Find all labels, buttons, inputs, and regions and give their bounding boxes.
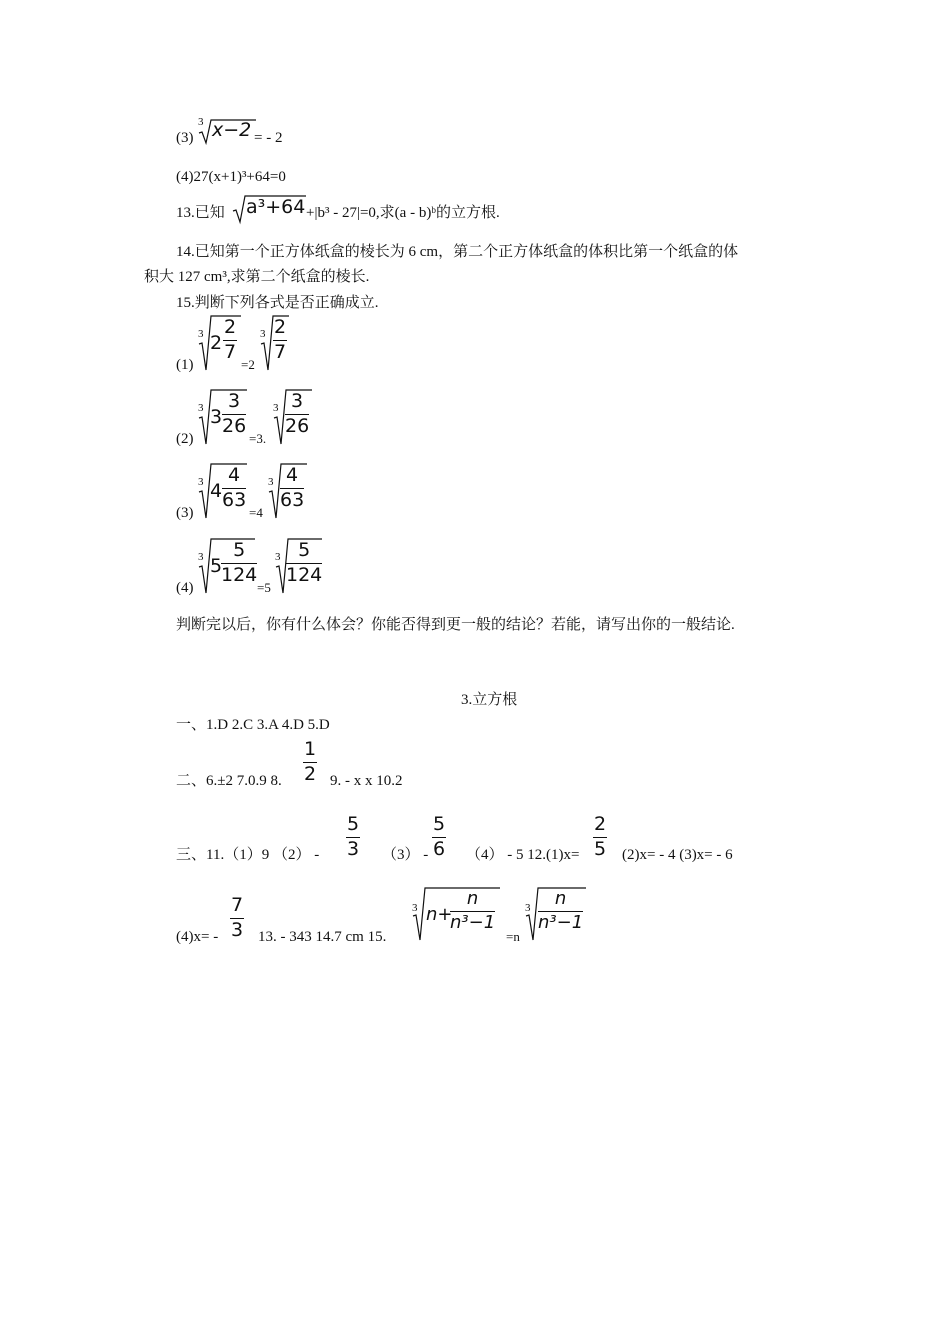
radical-index: 3 <box>198 551 204 563</box>
answers-title: 3.立方根 <box>461 692 518 708</box>
denominator: 2 <box>304 762 317 785</box>
radical-index: 3 <box>268 476 274 488</box>
item-label: (3) <box>176 505 194 521</box>
fraction <box>222 466 246 511</box>
mixed-whole: 4 <box>210 480 223 502</box>
numerator: 3 <box>222 392 246 415</box>
part2-a: 二、6.±2 7.0.9 8. <box>176 773 282 789</box>
item-label: (1) <box>176 357 194 373</box>
numerator: 5 <box>286 541 322 564</box>
line4-a: (4)x= - <box>176 929 219 945</box>
fraction <box>285 392 309 437</box>
q13-radicand: a³+64 <box>246 196 306 218</box>
radical-index: 3 <box>412 902 418 914</box>
fraction <box>280 466 304 511</box>
denominator: 124 <box>221 563 258 586</box>
denominator: 7 <box>224 340 237 363</box>
q15-closing: 判断完以后，你有什么体会？你能否得到更一般的结论？若能，请写出你的一般结论. <box>176 617 735 633</box>
denominator: 3 <box>231 918 244 941</box>
numerator: 2 <box>593 815 607 838</box>
answers-line4 <box>176 884 616 944</box>
answers-part1: 一、1.D 2.C 3.A 4.D 5.D <box>176 717 330 733</box>
numerator: 2 <box>223 318 237 341</box>
eq-coeff: =5 <box>257 580 271 595</box>
q15-item-3 <box>176 462 376 522</box>
fraction <box>286 541 322 586</box>
numerator: 2 <box>273 318 287 341</box>
denominator: 63 <box>280 488 305 511</box>
fraction <box>593 815 607 860</box>
eq-coeff: =4 <box>249 505 263 520</box>
fraction <box>222 392 246 437</box>
q14-line2: 积大 127 cm³,求第二个纸盒的棱长. <box>144 269 370 285</box>
part3-c: （4） - 5 12.(1)x= <box>466 847 580 863</box>
numerator: 7 <box>230 896 244 919</box>
denominator: 6 <box>433 837 446 860</box>
q13-rest: +|b³ - 27|=0,求(a - b)ᵇ的立方根. <box>306 205 500 221</box>
fraction <box>346 815 360 860</box>
item-label: (2) <box>176 431 194 447</box>
denominator: 124 <box>286 563 323 586</box>
denominator: 63 <box>222 488 247 511</box>
q15-item-1 <box>176 314 376 374</box>
part3-a: 三、11.（1）9 （2） - <box>176 847 320 863</box>
mixed-whole: 5 <box>210 555 223 577</box>
q12-part4: (4)27(x+1)³+64=0 <box>176 169 286 185</box>
denominator: 26 <box>222 414 247 437</box>
q12-part3 <box>176 116 306 155</box>
part3-d: (2)x= - 4 (3)x= - 6 <box>622 847 733 863</box>
numerator: 5 <box>432 815 446 838</box>
radical-index: 3 <box>198 116 204 128</box>
part3-b: （3） - <box>382 847 429 863</box>
q15-title: 15.判断下列各式是否正确成立. <box>176 295 379 311</box>
numerator: n <box>538 890 583 912</box>
answers-part3 <box>176 815 796 865</box>
numerator: 5 <box>346 815 360 838</box>
denominator: 3 <box>347 837 360 860</box>
eq-coeff: =3. <box>249 431 267 446</box>
gen-lhs: n+ <box>426 904 453 925</box>
fraction <box>538 890 583 933</box>
numerator: n <box>450 890 495 912</box>
numerator: 3 <box>285 392 309 415</box>
radical-index: 3 <box>198 328 204 340</box>
q13-prefix: 13.已知 <box>176 205 225 221</box>
radical-index: 3 <box>260 328 266 340</box>
eq-coeff: =2 <box>241 357 255 372</box>
line4-b: 13. - 343 14.7 cm 15. <box>258 929 387 945</box>
radical-index: 3 <box>198 402 204 414</box>
part2-b: 9. - x x 10.2 <box>330 773 403 789</box>
mixed-whole: 2 <box>210 332 223 354</box>
gen-eq: =n <box>506 929 520 944</box>
q15-item-4 <box>176 537 376 597</box>
mixed-whole: 3 <box>210 406 223 428</box>
fraction <box>432 815 446 860</box>
denominator: n³−1 <box>538 911 584 933</box>
q12-part3-rhs: = - 2 <box>254 130 283 146</box>
denominator: 5 <box>594 837 607 860</box>
q14-line1: 14.已知第一个正方体纸盒的棱长为 6 cm，第二个正方体纸盒的体积比第一个纸盒的体 <box>176 244 739 260</box>
denominator: n³−1 <box>450 911 496 933</box>
denominator: 26 <box>285 414 310 437</box>
item-label: (4) <box>176 580 194 596</box>
q13 <box>176 194 736 224</box>
radical-index: 3 <box>273 402 279 414</box>
fraction <box>230 896 244 941</box>
fraction <box>273 318 287 363</box>
fraction <box>223 318 237 363</box>
denominator: 7 <box>274 340 287 363</box>
q12-part3-radicand: x−2 <box>212 119 252 141</box>
fraction <box>303 740 317 785</box>
numerator: 4 <box>222 466 246 489</box>
radical-index: 3 <box>198 476 204 488</box>
fraction <box>450 890 495 933</box>
numerator: 4 <box>280 466 304 489</box>
answers-part2 <box>176 740 476 790</box>
q12-part3-label: (3) <box>176 130 194 146</box>
numerator: 1 <box>303 740 317 763</box>
radical-index: 3 <box>275 551 281 563</box>
q15-item-2 <box>176 388 376 448</box>
radical-index: 3 <box>525 902 531 914</box>
numerator: 5 <box>221 541 257 564</box>
fraction <box>221 541 257 586</box>
